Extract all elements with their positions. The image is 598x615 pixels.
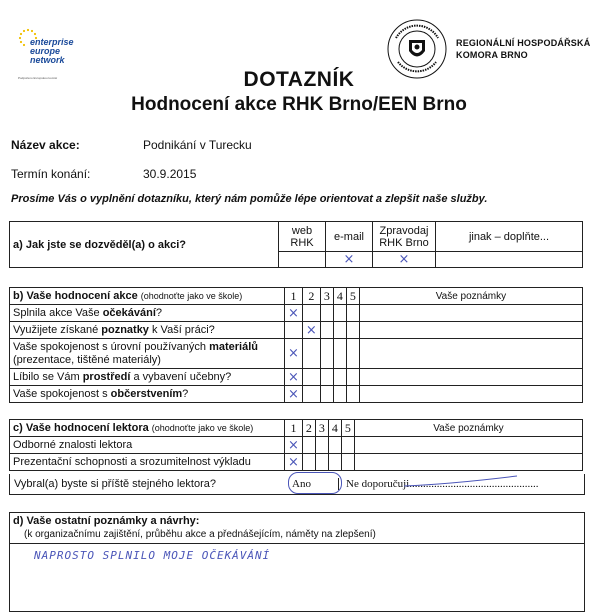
table-row [10, 322, 583, 339]
table-row [10, 305, 583, 322]
scale-5: 5 [341, 420, 354, 437]
table-row [10, 369, 583, 386]
rating-cell-1[interactable]: × [285, 369, 303, 386]
rating-cell-2[interactable] [302, 339, 320, 369]
rhk-name-line1: REGIONÁLNÍ HOSPODÁŘSKÁ [456, 38, 591, 48]
option-web-rhk-mark[interactable] [279, 252, 326, 268]
notes-cell[interactable] [354, 454, 582, 471]
notes-cell[interactable] [359, 305, 582, 322]
intro-text: Prosíme Vás o vyplnění dotazníku, který nám pomůže lépe orientovat a zlepšit naše služby. [11, 193, 488, 205]
row-label-text: ? [182, 387, 189, 400]
rating-cell-2[interactable] [302, 305, 320, 322]
row-label-emphasis: očekávání [102, 306, 156, 319]
scale-1: 1 [285, 288, 303, 305]
rating-cell-4[interactable] [333, 369, 346, 386]
rating-cell-1[interactable]: × [285, 454, 303, 471]
notes-header: Vaše poznámky [354, 420, 582, 437]
section-b-table [9, 287, 583, 403]
rating-cell-4[interactable] [333, 322, 346, 339]
rating-cell-4[interactable] [333, 339, 346, 369]
option-email-mark[interactable]: × [326, 252, 373, 268]
option-jinak-field[interactable] [436, 252, 583, 268]
rating-cell-3[interactable] [315, 454, 328, 471]
section-c-table [9, 419, 583, 471]
rating-cell-3[interactable] [315, 437, 328, 454]
row-label: Odborné znalosti lektora [10, 437, 285, 454]
rating-cell-1[interactable]: × [285, 386, 303, 403]
rating-cell-2[interactable] [302, 437, 315, 454]
rating-cell-5[interactable] [346, 339, 359, 369]
rhk-name-line2: KOMORA BRNO [456, 50, 528, 60]
rating-cell-1[interactable] [285, 322, 303, 339]
rating-cell-3[interactable] [320, 305, 333, 322]
notes-cell[interactable] [359, 339, 582, 369]
section-c-note: (ohodnoťte jako ve škole) [151, 423, 254, 433]
notes-cell[interactable] [359, 322, 582, 339]
section-d-box [9, 512, 585, 612]
row-label-emphasis: občerstvením [110, 387, 183, 400]
notes-cell[interactable] [359, 386, 582, 403]
row-label-text: Vaše spokojenost s [13, 387, 111, 400]
section-c-title: c) Vaše hodnocení lektora [13, 422, 149, 434]
row-label [10, 322, 285, 339]
event-date-label: Termín konání: [11, 167, 91, 181]
table-row [10, 454, 583, 471]
section-d-divider [10, 543, 584, 544]
section-c-header [10, 420, 285, 437]
rating-cell-1[interactable]: × [285, 339, 303, 369]
rating-cell-4[interactable] [328, 437, 341, 454]
row-label-text: k Vaší práci? [148, 323, 215, 336]
row-label: Prezentační schopnosti a srozumitelnost výkladu [10, 454, 285, 471]
rating-cell-3[interactable] [320, 339, 333, 369]
section-b-note: (ohodnoťte jako ve škole) [140, 291, 243, 301]
handwritten-strike-line [402, 474, 522, 490]
scale-2: 2 [302, 288, 320, 305]
row-label [10, 339, 285, 369]
scale-4: 4 [328, 420, 341, 437]
option-web-rhk: web RHK [279, 222, 326, 252]
event-date-value: 30.9.2015 [143, 167, 197, 181]
row-label [10, 386, 285, 403]
rating-cell-1[interactable]: × [285, 305, 303, 322]
row-label-emphasis: poznatky [101, 323, 149, 336]
row-label-text: a vybavení učebny? [130, 370, 232, 383]
section-d-note: (k organizačnímu zajištění, průběhu akce a přednášejícím, náměty na zlepšení) [24, 529, 376, 540]
scale-1: 1 [285, 420, 303, 437]
row-label-emphasis: prostředí [82, 370, 131, 383]
een-logo-text: enterprise europe network [30, 37, 74, 65]
rating-cell-5[interactable] [341, 454, 354, 471]
rating-cell-3[interactable] [320, 386, 333, 403]
section-a-question: a) Jak jste se dozvěděl(a) o akci? [10, 222, 279, 268]
same-lecturer-row [9, 474, 585, 495]
row-label-text: Líbilo se Vám [13, 370, 83, 383]
section-a-table [9, 221, 583, 268]
section-d-title: d) Vaše ostatní poznámky a návrhy: [13, 515, 200, 527]
option-email: e-mail [326, 222, 373, 252]
row-label [10, 305, 285, 322]
row-label-text: Splnila akce Vaše [13, 306, 103, 319]
row-label-text: ? [155, 306, 163, 319]
row-label-text: Využijete získané [13, 323, 102, 336]
page-title: DOTAZNÍK [243, 68, 355, 91]
row-label-emphasis: materiálů [209, 340, 258, 353]
page-subtitle: Hodnocení akce RHK Brno/EEN Brno [131, 94, 467, 115]
notes-header: Vaše poznámky [359, 288, 582, 305]
rating-cell-5[interactable] [346, 322, 359, 339]
rating-cell-5[interactable] [346, 369, 359, 386]
rating-cell-2[interactable] [302, 369, 320, 386]
rating-cell-1[interactable]: × [285, 437, 303, 454]
rating-cell-4[interactable] [333, 386, 346, 403]
rating-cell-5[interactable] [341, 437, 354, 454]
notes-cell[interactable] [354, 437, 582, 454]
option-zpravodaj: Zpravodaj RHK Brno [373, 222, 436, 252]
rating-cell-2[interactable] [302, 386, 320, 403]
table-row [10, 339, 583, 369]
scale-3: 3 [320, 288, 333, 305]
rhk-name [456, 37, 590, 61]
option-zpravodaj-mark[interactable]: × [373, 252, 436, 268]
notes-cell[interactable] [359, 369, 582, 386]
rating-cell-2[interactable] [302, 454, 315, 471]
scale-2: 2 [302, 420, 315, 437]
row-label-text: Vaše spokojenost s úrovní používaných [13, 340, 210, 353]
rating-cell-2[interactable]: × [302, 322, 320, 339]
row-label [10, 369, 285, 386]
rating-cell-5[interactable] [346, 305, 359, 322]
rating-cell-4[interactable] [328, 454, 341, 471]
option-jinak: jinak – doplňte... [436, 222, 583, 252]
scale-5: 5 [346, 288, 359, 305]
scale-4: 4 [333, 288, 346, 305]
same-lecturer-label: Vybral(a) byste si příště stejného lektora? [14, 478, 216, 490]
rating-cell-5[interactable] [346, 386, 359, 403]
row-label-text: (prezentace, tištěné materiály) [13, 353, 161, 366]
same-lecturer-no[interactable]: Ne doporučuji............................................... [346, 478, 539, 490]
een-small-text: Podpořeno Evropskou komisí [18, 76, 58, 80]
rating-cell-3[interactable] [320, 322, 333, 339]
section-d-handwritten-answer[interactable]: NAPROSTO SPLNILO MOJE OČEKÁVÁNÍ [34, 549, 271, 562]
table-row [10, 437, 583, 454]
event-name-value: Podnikání v Turecku [143, 138, 252, 152]
scale-3: 3 [315, 420, 328, 437]
same-lecturer-yes[interactable]: Ano [292, 478, 339, 490]
rating-cell-3[interactable] [320, 369, 333, 386]
section-b-title: b) Vaše hodnocení akce [13, 290, 138, 302]
section-b-header [10, 288, 285, 305]
rating-cell-4[interactable] [333, 305, 346, 322]
event-name-label: Název akce: [11, 138, 80, 152]
table-row [10, 386, 583, 403]
